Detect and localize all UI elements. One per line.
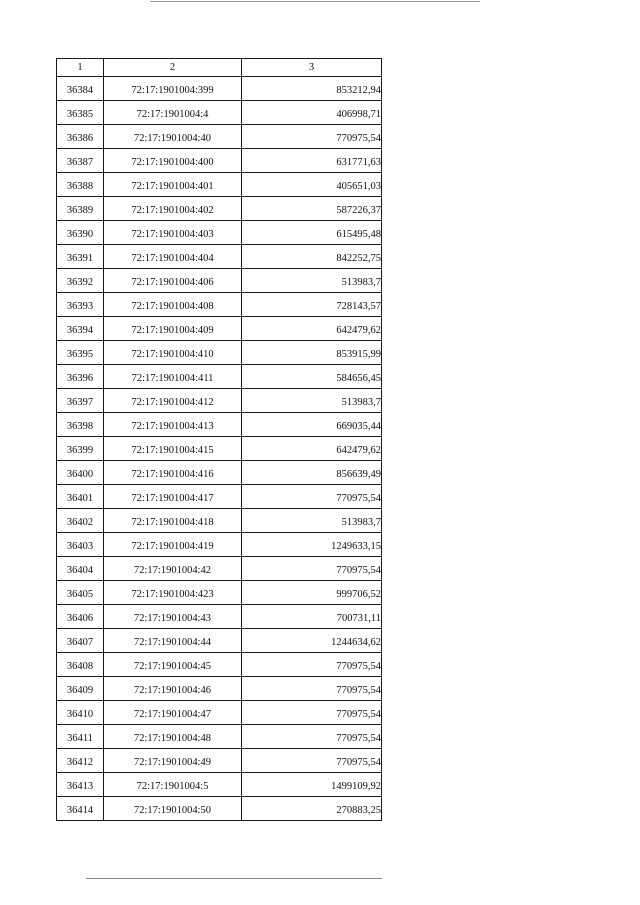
value-cell: 513983,7 bbox=[242, 389, 382, 413]
cadastral-value-table bbox=[56, 58, 382, 821]
table-row bbox=[57, 749, 382, 773]
value-cell: 842252,75 bbox=[242, 245, 382, 269]
table-row bbox=[57, 197, 382, 221]
table-row bbox=[57, 101, 382, 125]
cadastral-number-cell: 72:17:1901004:43 bbox=[104, 605, 242, 629]
row-number-cell: 36392 bbox=[57, 269, 104, 293]
table-row bbox=[57, 221, 382, 245]
cadastral-number-cell: 72:17:1901004:49 bbox=[104, 749, 242, 773]
row-number-cell: 36403 bbox=[57, 533, 104, 557]
scan-edge-line-top bbox=[150, 1, 480, 2]
row-number-cell: 36391 bbox=[57, 245, 104, 269]
cadastral-number-cell: 72:17:1901004:416 bbox=[104, 461, 242, 485]
row-number-cell: 36394 bbox=[57, 317, 104, 341]
table-row bbox=[57, 581, 382, 605]
value-cell: 770975,54 bbox=[242, 701, 382, 725]
row-number-cell: 36387 bbox=[57, 149, 104, 173]
row-number-cell: 36396 bbox=[57, 365, 104, 389]
row-number-cell: 36405 bbox=[57, 581, 104, 605]
table-row bbox=[57, 557, 382, 581]
table-row bbox=[57, 701, 382, 725]
cadastral-number-cell: 72:17:1901004:50 bbox=[104, 797, 242, 821]
row-number-cell: 36401 bbox=[57, 485, 104, 509]
cadastral-number-cell: 72:17:1901004:401 bbox=[104, 173, 242, 197]
cadastral-number-cell: 72:17:1901004:419 bbox=[104, 533, 242, 557]
table-row bbox=[57, 461, 382, 485]
table-row bbox=[57, 173, 382, 197]
value-cell: 856639,49 bbox=[242, 461, 382, 485]
row-number-cell: 36404 bbox=[57, 557, 104, 581]
value-cell: 853915,99 bbox=[242, 341, 382, 365]
table-row bbox=[57, 125, 382, 149]
cadastral-number-cell: 72:17:1901004:406 bbox=[104, 269, 242, 293]
cadastral-number-cell: 72:17:1901004:418 bbox=[104, 509, 242, 533]
table-row bbox=[57, 677, 382, 701]
value-cell: 642479,62 bbox=[242, 437, 382, 461]
cadastral-number-cell: 72:17:1901004:413 bbox=[104, 413, 242, 437]
value-cell: 770975,54 bbox=[242, 485, 382, 509]
row-number-cell: 36397 bbox=[57, 389, 104, 413]
cadastral-number-cell: 72:17:1901004:40 bbox=[104, 125, 242, 149]
row-number-cell: 36414 bbox=[57, 797, 104, 821]
table-row bbox=[57, 317, 382, 341]
table-row bbox=[57, 413, 382, 437]
cadastral-number-cell: 72:17:1901004:402 bbox=[104, 197, 242, 221]
value-cell: 1499109,92 bbox=[242, 773, 382, 797]
row-number-cell: 36413 bbox=[57, 773, 104, 797]
table-row bbox=[57, 437, 382, 461]
table-body bbox=[57, 77, 382, 821]
row-number-cell: 36412 bbox=[57, 749, 104, 773]
column-header-1: 1 bbox=[57, 59, 104, 77]
row-number-cell: 36398 bbox=[57, 413, 104, 437]
value-cell: 770975,54 bbox=[242, 725, 382, 749]
table-row bbox=[57, 149, 382, 173]
value-cell: 270883,25 bbox=[242, 797, 382, 821]
cadastral-number-cell: 72:17:1901004:47 bbox=[104, 701, 242, 725]
table-row bbox=[57, 773, 382, 797]
cadastral-number-cell: 72:17:1901004:403 bbox=[104, 221, 242, 245]
row-number-cell: 36386 bbox=[57, 125, 104, 149]
table-header-row bbox=[57, 59, 382, 77]
row-number-cell: 36384 bbox=[57, 77, 104, 101]
table-row bbox=[57, 365, 382, 389]
value-cell: 584656,45 bbox=[242, 365, 382, 389]
value-cell: 770975,54 bbox=[242, 677, 382, 701]
row-number-cell: 36399 bbox=[57, 437, 104, 461]
table-row bbox=[57, 389, 382, 413]
cadastral-number-cell: 72:17:1901004:409 bbox=[104, 317, 242, 341]
row-number-cell: 36410 bbox=[57, 701, 104, 725]
table-row bbox=[57, 269, 382, 293]
table-row bbox=[57, 293, 382, 317]
value-cell: 405651,03 bbox=[242, 173, 382, 197]
value-cell: 631771,63 bbox=[242, 149, 382, 173]
cadastral-number-cell: 72:17:1901004:404 bbox=[104, 245, 242, 269]
value-cell: 615495,48 bbox=[242, 221, 382, 245]
column-header-3: 3 bbox=[242, 59, 382, 77]
value-cell: 728143,57 bbox=[242, 293, 382, 317]
value-cell: 669035,44 bbox=[242, 413, 382, 437]
value-cell: 1244634,62 bbox=[242, 629, 382, 653]
value-cell: 853212,94 bbox=[242, 77, 382, 101]
table-header bbox=[57, 59, 382, 77]
value-cell: 700731,11 bbox=[242, 605, 382, 629]
table-row bbox=[57, 629, 382, 653]
table-row bbox=[57, 605, 382, 629]
row-number-cell: 36393 bbox=[57, 293, 104, 317]
row-number-cell: 36388 bbox=[57, 173, 104, 197]
row-number-cell: 36408 bbox=[57, 653, 104, 677]
table-row bbox=[57, 725, 382, 749]
row-number-cell: 36385 bbox=[57, 101, 104, 125]
cadastral-number-cell: 72:17:1901004:44 bbox=[104, 629, 242, 653]
scan-edge-line-bottom bbox=[86, 878, 382, 879]
value-cell: 770975,54 bbox=[242, 653, 382, 677]
table-row bbox=[57, 341, 382, 365]
row-number-cell: 36411 bbox=[57, 725, 104, 749]
cadastral-number-cell: 72:17:1901004:408 bbox=[104, 293, 242, 317]
cadastral-number-cell: 72:17:1901004:411 bbox=[104, 365, 242, 389]
cadastral-number-cell: 72:17:1901004:415 bbox=[104, 437, 242, 461]
column-header-2: 2 bbox=[104, 59, 242, 77]
cadastral-number-cell: 72:17:1901004:417 bbox=[104, 485, 242, 509]
cadastral-number-cell: 72:17:1901004:4 bbox=[104, 101, 242, 125]
value-cell: 642479,62 bbox=[242, 317, 382, 341]
value-cell: 770975,54 bbox=[242, 125, 382, 149]
value-cell: 406998,71 bbox=[242, 101, 382, 125]
table-row bbox=[57, 245, 382, 269]
value-cell: 513983,7 bbox=[242, 269, 382, 293]
table-row bbox=[57, 485, 382, 509]
value-cell: 513983,7 bbox=[242, 509, 382, 533]
cadastral-number-cell: 72:17:1901004:399 bbox=[104, 77, 242, 101]
cadastral-number-cell: 72:17:1901004:42 bbox=[104, 557, 242, 581]
row-number-cell: 36389 bbox=[57, 197, 104, 221]
value-cell: 770975,54 bbox=[242, 749, 382, 773]
table-row bbox=[57, 77, 382, 101]
table-row bbox=[57, 797, 382, 821]
row-number-cell: 36407 bbox=[57, 629, 104, 653]
cadastral-number-cell: 72:17:1901004:45 bbox=[104, 653, 242, 677]
row-number-cell: 36395 bbox=[57, 341, 104, 365]
cadastral-number-cell: 72:17:1901004:46 bbox=[104, 677, 242, 701]
value-cell: 770975,54 bbox=[242, 557, 382, 581]
table-row bbox=[57, 533, 382, 557]
row-number-cell: 36400 bbox=[57, 461, 104, 485]
cadastral-number-cell: 72:17:1901004:410 bbox=[104, 341, 242, 365]
cadastral-number-cell: 72:17:1901004:412 bbox=[104, 389, 242, 413]
value-cell: 587226,37 bbox=[242, 197, 382, 221]
table-row bbox=[57, 509, 382, 533]
cadastral-number-cell: 72:17:1901004:423 bbox=[104, 581, 242, 605]
row-number-cell: 36390 bbox=[57, 221, 104, 245]
cadastral-number-cell: 72:17:1901004:400 bbox=[104, 149, 242, 173]
table-row bbox=[57, 653, 382, 677]
row-number-cell: 36402 bbox=[57, 509, 104, 533]
value-cell: 999706,52 bbox=[242, 581, 382, 605]
row-number-cell: 36409 bbox=[57, 677, 104, 701]
cadastral-number-cell: 72:17:1901004:5 bbox=[104, 773, 242, 797]
value-cell: 1249633,15 bbox=[242, 533, 382, 557]
row-number-cell: 36406 bbox=[57, 605, 104, 629]
cadastral-number-cell: 72:17:1901004:48 bbox=[104, 725, 242, 749]
